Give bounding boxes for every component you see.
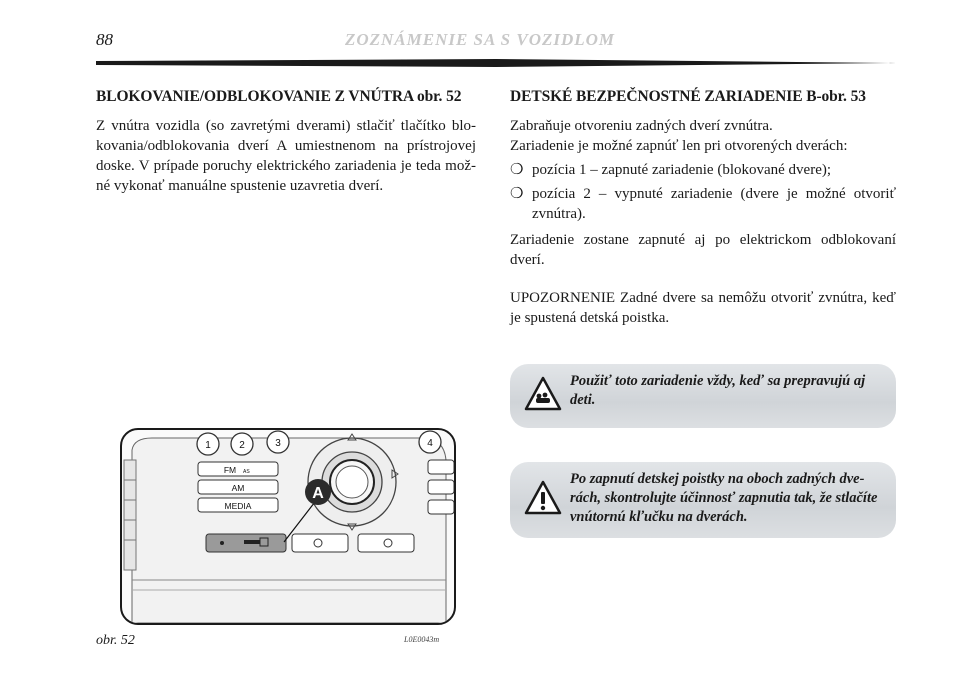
callout-a	[305, 479, 331, 505]
locking-body-text: Z vnútra vozidla (so zavretými dverami) stlačiť tlačítko blokovania/odblokovania dverí A umiestnenom na prístrojovej doske. V prípade poruchy elektrického zariadenia je teda možné vykonať manuálne spustenie uzavretia dverí.	[96, 118, 476, 194]
left-column	[96, 88, 476, 196]
preset-button	[267, 431, 289, 453]
caution-note: UPOZORNENIE Zadné dvere sa nemôžu otvoriť zvnútra, keď je spustená detská poistka.	[510, 290, 896, 326]
position-list	[510, 160, 896, 224]
child-lock-intro-1: Zabraňuje otvoreniu zadných dverí zvnútra.	[510, 118, 773, 134]
band-button-label: FM	[223, 465, 237, 475]
child-lock-after-text: Zariadenie zostane zapnuté aj po elektrickom odblokovaní dverí.	[510, 232, 896, 268]
dashboard-figure	[120, 428, 456, 625]
warning-text: Po zapnutí detskej poistky na oboch zadných dverách, skontrolujte účinnosť zapnutia tak, že stlačíte vnútornú kľučku na dverách.	[570, 471, 878, 525]
list-item	[510, 184, 896, 224]
list-item-text: pozícia 2 – vypnuté zariadenie (dvere je možné otvoriť zvnútra).	[532, 186, 896, 222]
header-rule	[96, 58, 896, 68]
warning-text: Použiť toto zariadenie vždy, keď sa prepravujú aj deti.	[570, 373, 866, 408]
warning-box-children	[510, 364, 896, 428]
band-button-label: AM	[231, 483, 245, 493]
child-warning-icon	[524, 376, 562, 412]
page-number: 88	[96, 30, 113, 49]
preset-button	[231, 433, 253, 455]
figure-caption: obr. 52	[96, 633, 135, 648]
band-button-label: MEDIA	[224, 501, 252, 511]
warning-box-test-handle	[510, 462, 896, 538]
running-header: ZOZNÁMENIE SA S VOZIDLOM	[344, 30, 616, 49]
callout-label: A	[312, 485, 324, 502]
preset-label: 3	[275, 438, 281, 449]
list-item-text: pozícia 1 – zapnuté zariadenie (blokované dvere);	[532, 162, 832, 178]
preset-button	[419, 431, 441, 453]
preset-label: 2	[239, 440, 245, 451]
bullet-circle-icon: ❍	[510, 162, 524, 178]
bullet-circle-icon: ❍	[510, 186, 524, 202]
list-item	[510, 160, 896, 180]
dashboard-illustration	[122, 430, 454, 623]
preset-button	[197, 433, 219, 455]
child-lock-intro-2: Zariadenie je možné zapnúť len pri otvorených dverách:	[510, 138, 848, 154]
exclamation-warning-icon	[524, 480, 562, 516]
section-heading-locking: BLOKOVANIE/ODBLOKOVANIE Z VNÚTRA obr. 52	[96, 88, 462, 105]
preset-label: 4	[427, 438, 433, 449]
right-column	[510, 88, 896, 328]
preset-label: 1	[205, 440, 211, 451]
figure-code: L0E0043m	[404, 635, 440, 644]
section-heading-child-lock: DETSKÉ BEZPEČNOSTNÉ ZARIADENIE B-obr. 53	[510, 88, 866, 105]
band-button-label: AS	[243, 469, 250, 475]
